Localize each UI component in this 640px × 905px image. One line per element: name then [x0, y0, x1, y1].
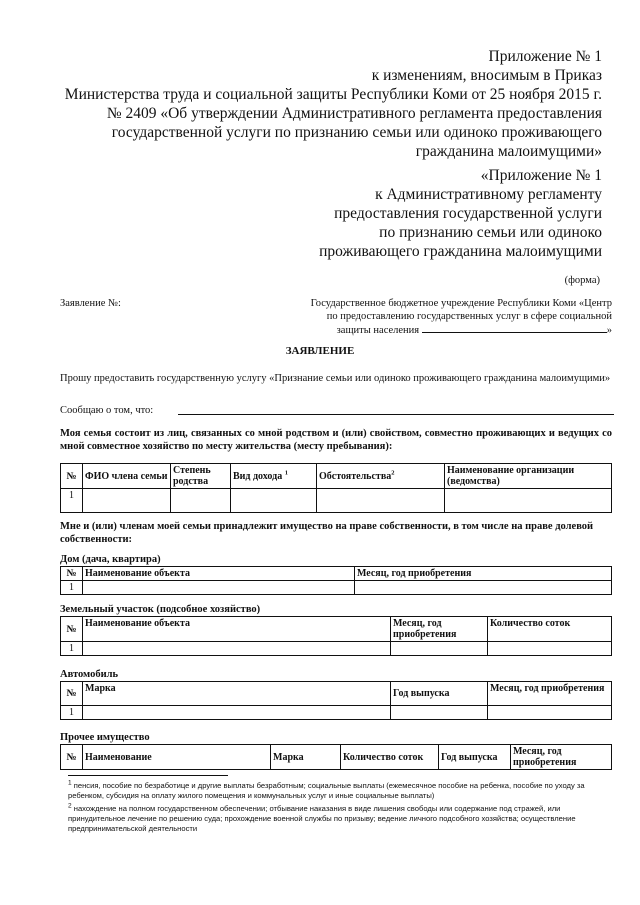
- col-header: Степень родства: [171, 464, 231, 489]
- application-number-label: Заявление №:: [60, 298, 121, 309]
- table-cell[interactable]: [83, 581, 355, 595]
- inform-label: Сообщаю о том, что:: [60, 405, 154, 416]
- col-header: Месяц, год приобретения: [355, 567, 612, 581]
- other-property-section-label: Прочее имущество: [60, 732, 150, 743]
- col-header: Наименование: [83, 745, 271, 770]
- institution-line: по предоставлению государственных услуг в сфере социальной: [326, 311, 612, 322]
- page-title: ЗАЯВЛЕНИЕ: [285, 345, 355, 357]
- land-table: [60, 616, 612, 656]
- appendix-header: [65, 47, 602, 161]
- col-header: Наименование объекта: [83, 617, 391, 642]
- header-line: к Административному регламенту: [375, 186, 602, 203]
- table-cell[interactable]: [317, 489, 445, 513]
- row-number: 1: [61, 581, 83, 595]
- car-section-label: Автомобиль: [60, 669, 119, 680]
- header-line: к изменениям, вносимым в Приказ: [371, 67, 602, 84]
- header-line: Министерства труда и социальной защиты Республики Коми от 25 ноября 2015 г.: [64, 86, 602, 103]
- col-header: Обстоятельства$^2$: [317, 464, 445, 489]
- footnote-separator: [68, 775, 228, 776]
- footnote-ref: 1: [284, 469, 288, 477]
- footnote-1: [68, 781, 613, 801]
- car-table: [60, 681, 612, 720]
- header-line: гражданина малоимущими»: [415, 143, 602, 160]
- institution-close: »: [606, 325, 612, 336]
- house-section-label: Дом (дача, квартира): [60, 554, 161, 565]
- form-label: (форма): [564, 275, 600, 286]
- col-header: №: [61, 617, 83, 642]
- table-cell[interactable]: [231, 489, 317, 513]
- table-cell[interactable]: [391, 706, 488, 720]
- property-text: Мне и (или) членам моей семьи принадлежит имущество на праве собственности, в том числе на праве долевой собственности:: [60, 521, 594, 545]
- col-header: Месяц, год приобретения: [488, 682, 612, 706]
- institution-name-field[interactable]: [422, 323, 607, 333]
- institution-line: Государственное бюджетное учреждение Республики Коми «Центр: [310, 298, 612, 309]
- col-header: Наименование объекта: [83, 567, 355, 581]
- table-cell[interactable]: [488, 642, 612, 656]
- col-header: Количество соток: [341, 745, 439, 770]
- table-header-row: [61, 745, 612, 770]
- table-header-row: [61, 567, 612, 581]
- col-header: Месяц, год приобретения: [511, 745, 612, 770]
- col-header: №: [61, 745, 83, 770]
- footnote-text: пенсия, пособие по безработице и другие выплаты безработным; социальные выплаты (ежемесячное пособие на ребенка, пособие по уходу за ребенком, субсидия на оплату жилого помещения и коммунальных услуг и иные социальные выплаты): [68, 781, 585, 800]
- table-header-row: [61, 682, 612, 706]
- col-header: Марка: [83, 682, 391, 706]
- header-line: «Приложение № 1: [480, 167, 602, 184]
- institution-block: [300, 297, 612, 337]
- col-header: №: [61, 682, 83, 706]
- table-cell[interactable]: [355, 581, 612, 595]
- col-header: Наименование организации (ведомства): [445, 464, 612, 489]
- table-cell[interactable]: [445, 489, 612, 513]
- footnote-2: [68, 804, 613, 834]
- col-header: №: [61, 567, 83, 581]
- header-line: № 2409 «Об утверждении Административного регламента предоставления: [106, 105, 602, 122]
- table-cell[interactable]: [391, 642, 488, 656]
- row-number: 1: [61, 706, 83, 720]
- institution-line: защиты населения: [336, 325, 420, 336]
- request-text: Прошу предоставить государственную услугу «Признание семьи или одиноко проживающего гражданина малоимущими»: [60, 373, 611, 384]
- footnote-ref: 2: [391, 469, 395, 477]
- other-property-table: [60, 744, 612, 770]
- col-header: Год выпуска: [391, 682, 488, 706]
- header-line: проживающего гражданина малоимущими: [319, 243, 602, 260]
- table-cell[interactable]: [83, 489, 171, 513]
- table-header-row: [61, 464, 612, 489]
- row-number: 1: [61, 642, 83, 656]
- table-cell[interactable]: [83, 706, 391, 720]
- footnote-number: 2: [68, 802, 72, 810]
- house-table: [60, 566, 612, 595]
- table-row: [61, 642, 612, 656]
- table-cell[interactable]: [83, 642, 391, 656]
- col-header: №: [61, 464, 83, 489]
- header-line: по признанию семьи или одиноко: [379, 224, 602, 241]
- row-number: 1: [61, 489, 83, 513]
- table-row: [61, 706, 612, 720]
- header-line: государственной услуги по признанию семьи или одиноко проживающего: [111, 124, 602, 141]
- table-header-row: [61, 617, 612, 642]
- family-composition-text: Моя семья состоит из лиц, связанных со мной родством и (или) свойством, совместно проживающих и ведущих со мной совместное хозяйство по месту жительства (месту пребывания):: [60, 428, 612, 452]
- footnote-number: 1: [68, 779, 72, 787]
- header-line: предоставления государственной услуги: [334, 205, 602, 222]
- header-line: Приложение № 1: [488, 48, 602, 65]
- table-cell[interactable]: [488, 706, 612, 720]
- family-table: [60, 463, 612, 513]
- col-header: Марка: [271, 745, 341, 770]
- land-section-label: Земельный участок (подсобное хозяйство): [60, 604, 261, 615]
- col-header: Вид дохода $^1$: [231, 464, 317, 489]
- table-row: [61, 489, 612, 513]
- col-header: Год выпуска: [439, 745, 511, 770]
- table-cell[interactable]: [171, 489, 231, 513]
- table-row: [61, 581, 612, 595]
- col-header: ФИО члена семьи: [83, 464, 171, 489]
- col-header: Количество соток: [488, 617, 612, 642]
- col-header: Месяц, год приобретения: [391, 617, 488, 642]
- inform-field[interactable]: [178, 414, 614, 415]
- footnote-text: нахождение на полном государственном обеспечении; отбывание наказания в виде лишения свободы или содержание под стражей, или принудительное лечение по решению суда; прохождение военной службы по призыву; ведение личного подсобного хозяйства; осуществление предпринимательской деятельности: [68, 804, 576, 833]
- regulation-header: [319, 166, 602, 261]
